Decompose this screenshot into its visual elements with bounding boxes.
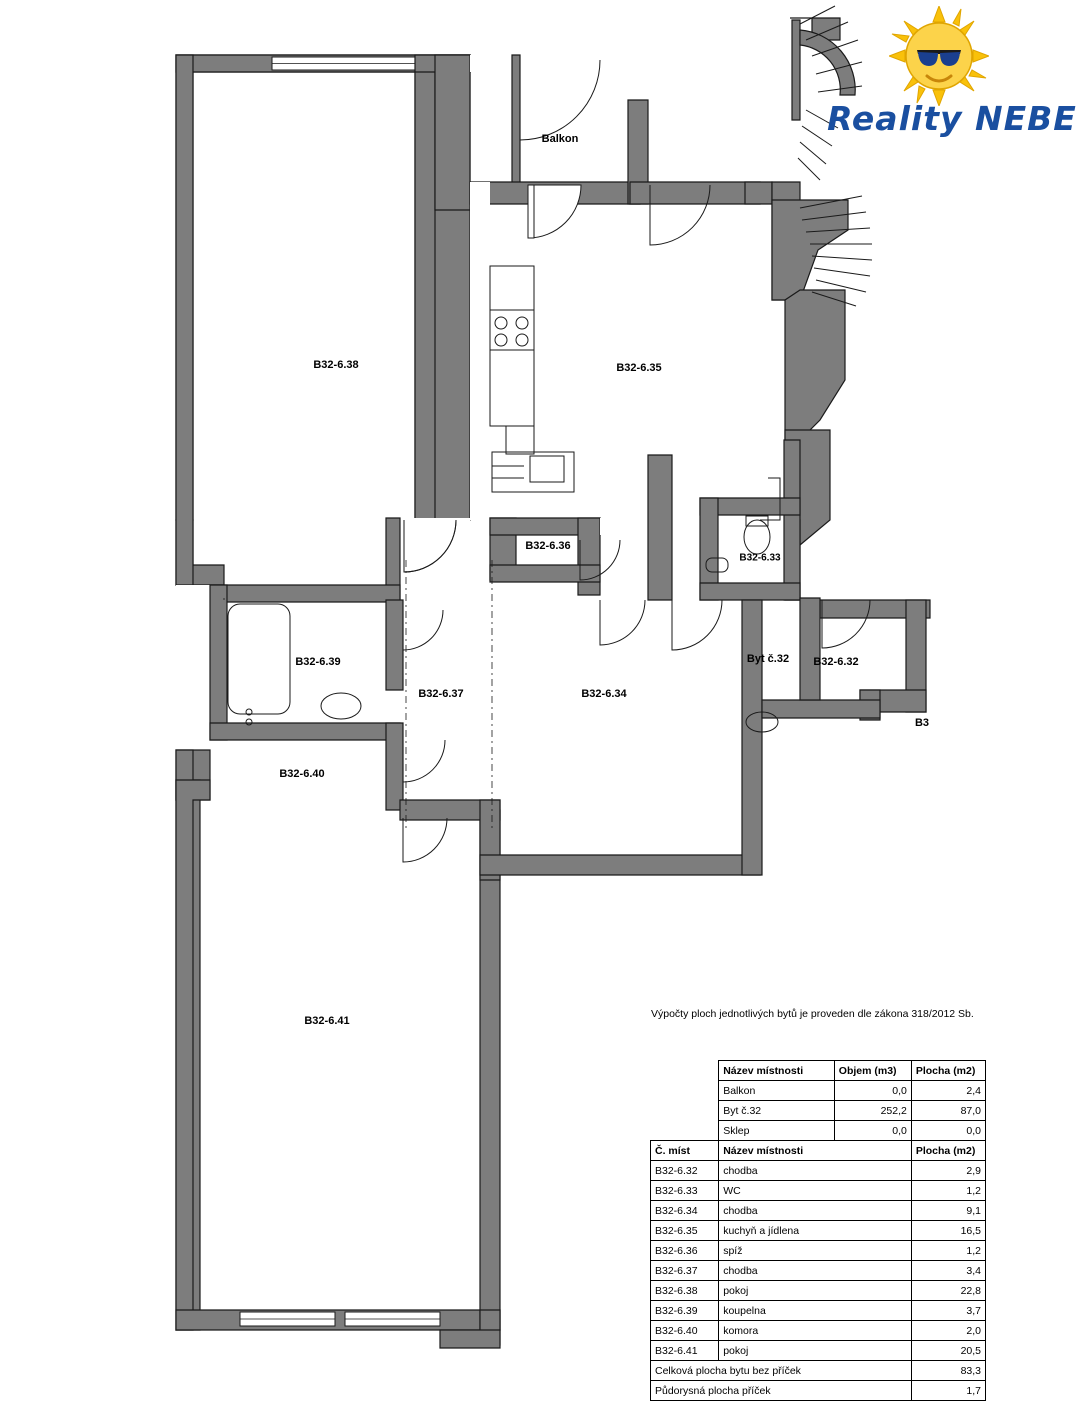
total-area: 83,3 <box>911 1361 985 1381</box>
room-label-b32-6-37: B32-6.37 <box>418 688 464 700</box>
sun-with-sunglasses-icon <box>889 6 989 106</box>
summary-area: 2,4 <box>911 1081 985 1101</box>
total-area: 1,7 <box>911 1381 985 1401</box>
table-row <box>651 1121 986 1141</box>
room-label-b32-6-38: B32-6.38 <box>313 359 359 371</box>
header-volume: Objem (m3) <box>834 1061 911 1081</box>
summary-code <box>651 1121 719 1141</box>
summary-name: Balkon <box>719 1081 835 1101</box>
room-name: WC <box>719 1181 912 1201</box>
room-name: chodba <box>719 1161 912 1181</box>
table-total-row <box>651 1381 986 1401</box>
room-area: 22,8 <box>911 1281 985 1301</box>
room-code: B32-6.40 <box>651 1321 719 1341</box>
room-label-b32-6-41: B32-6.41 <box>304 1015 350 1027</box>
table-row <box>651 1161 986 1181</box>
table-row <box>651 1201 986 1221</box>
header-empty <box>651 1061 719 1081</box>
table-row <box>651 1101 986 1121</box>
summary-code <box>651 1101 719 1121</box>
room-name: spíž <box>719 1241 912 1261</box>
room-code: B32-6.39 <box>651 1301 719 1321</box>
logo-word-nebe: NEBE <box>974 99 1077 138</box>
summary-code <box>651 1081 719 1101</box>
total-label: Celková plocha bytu bez příček <box>651 1361 912 1381</box>
room-code: B32-6.41 <box>651 1341 719 1361</box>
room-label-b32-6-39: B32-6.39 <box>295 656 341 668</box>
room-area: 2,9 <box>911 1161 985 1181</box>
room-area: 3,7 <box>911 1301 985 1321</box>
room-code: B32-6.36 <box>651 1241 719 1261</box>
room-name: koupelna <box>719 1301 912 1321</box>
room-name: chodba <box>719 1201 912 1221</box>
table-subheader-row <box>651 1141 986 1161</box>
summary-area: 0,0 <box>911 1121 985 1141</box>
summary-name: Sklep <box>719 1121 835 1141</box>
room-code: B32-6.32 <box>651 1161 719 1181</box>
room-area: 3,4 <box>911 1261 985 1281</box>
room-code: B32-6.38 <box>651 1281 719 1301</box>
table-row <box>651 1081 986 1101</box>
room-name: kuchyň a jídlena <box>719 1221 912 1241</box>
table-row <box>651 1221 986 1241</box>
summary-volume: 0,0 <box>834 1081 911 1101</box>
room-code: B32-6.37 <box>651 1261 719 1281</box>
logo-reality-nebe <box>827 4 1077 169</box>
header-room-code: Č. míst <box>651 1141 719 1161</box>
table-row <box>651 1261 986 1281</box>
areas-table <box>650 1060 986 1401</box>
room-area: 16,5 <box>911 1221 985 1241</box>
room-name: chodba <box>719 1261 912 1281</box>
header-room-name-2: Název místnosti <box>719 1141 912 1161</box>
summary-volume: 0,0 <box>834 1121 911 1141</box>
table-row <box>651 1241 986 1261</box>
room-code: B32-6.34 <box>651 1201 719 1221</box>
summary-name: Byt č.32 <box>719 1101 835 1121</box>
room-label-b32-6-32: B32-6.32 <box>813 656 859 668</box>
table-total-row <box>651 1361 986 1381</box>
room-name: pokoj <box>719 1281 912 1301</box>
room-area: 9,1 <box>911 1201 985 1221</box>
summary-area: 87,0 <box>911 1101 985 1121</box>
table-row <box>651 1341 986 1361</box>
room-area: 1,2 <box>911 1241 985 1261</box>
total-label: Půdorysná plocha příček <box>651 1381 912 1401</box>
logo-text <box>827 99 1077 138</box>
room-name: komora <box>719 1321 912 1341</box>
table-header-row <box>651 1061 986 1081</box>
room-label-b32-6-33: B32-6.33 <box>739 552 781 564</box>
room-area: 2,0 <box>911 1321 985 1341</box>
room-area: 1,2 <box>911 1181 985 1201</box>
room-label-b32-6-40: B32-6.40 <box>279 768 325 780</box>
table-row <box>651 1301 986 1321</box>
logo-word-reality: Reality <box>827 99 963 138</box>
room-label-b32-6-34: B32-6.34 <box>581 688 627 700</box>
table-row <box>651 1281 986 1301</box>
room-area: 20,5 <box>911 1341 985 1361</box>
room-label-balkon: Balkon <box>541 133 579 145</box>
room-code: B32-6.33 <box>651 1181 719 1201</box>
room-code: B32-6.35 <box>651 1221 719 1241</box>
room-label-b3: B3 <box>914 717 930 729</box>
header-area: Plocha (m2) <box>911 1061 985 1081</box>
room-label-byt-c32: Byt č.32 <box>746 653 790 665</box>
header-room-name: Název místnosti <box>719 1061 835 1081</box>
table-row <box>651 1181 986 1201</box>
room-name: pokoj <box>719 1341 912 1361</box>
room-label-b32-6-35: B32-6.35 <box>616 362 662 374</box>
header-area-2: Plocha (m2) <box>911 1141 985 1161</box>
calculation-note: Výpočty ploch jednotlivých bytů je proveden dle zákona 318/2012 Sb. <box>651 1008 974 1020</box>
table-row <box>651 1321 986 1341</box>
summary-volume: 252,2 <box>834 1101 911 1121</box>
room-label-b32-6-36: B32-6.36 <box>525 540 571 552</box>
